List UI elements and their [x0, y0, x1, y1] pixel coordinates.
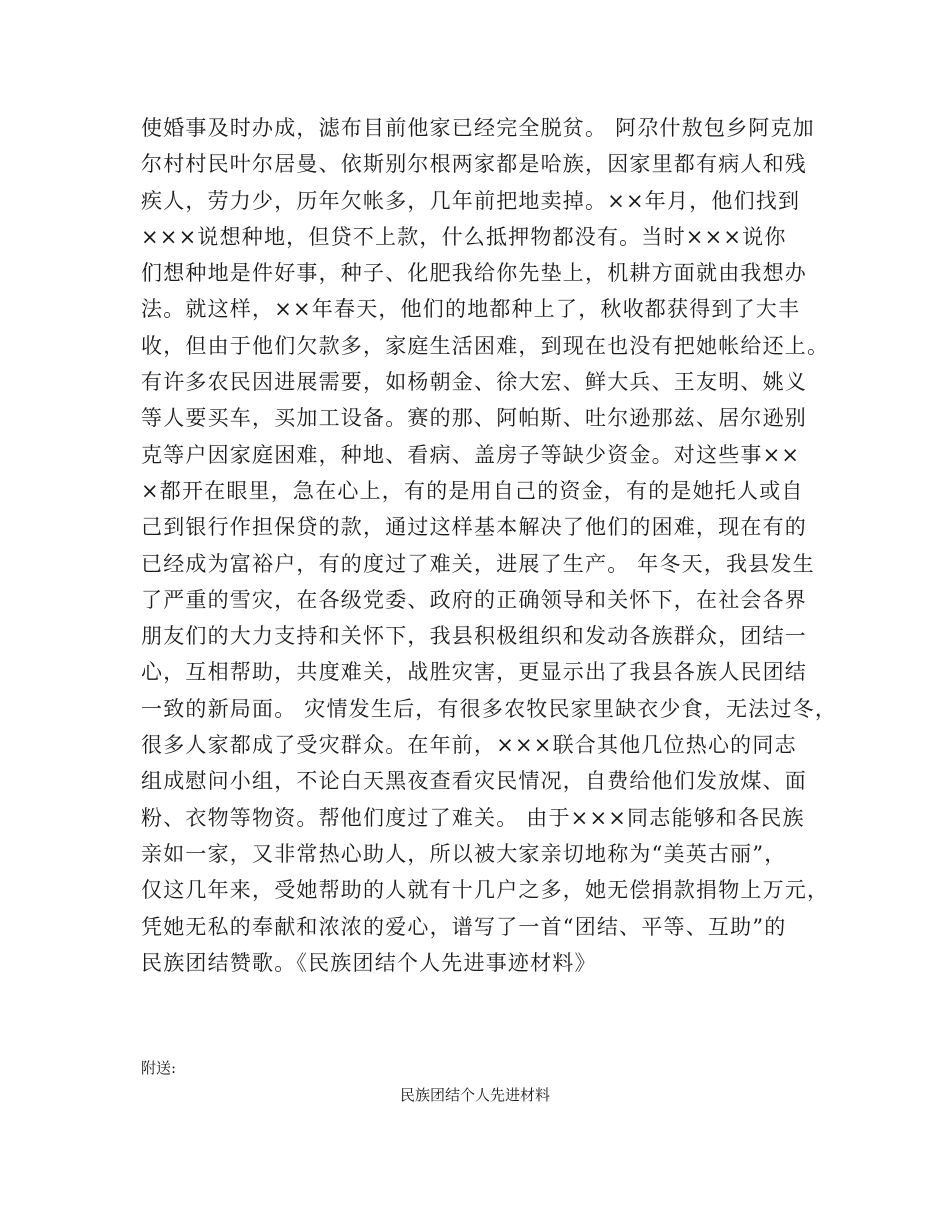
body-line: 了严重的雪灾，在各级党委、政府的正确领导和关怀下，在社会各界 [141, 587, 807, 612]
body-line: 很多人家都成了受灾群众。在年前，×××联合其他几位热心的同志 [141, 733, 797, 758]
body-line: 亲如一家，又非常热心助人，所以被大家亲切地称为“美英古丽”， [141, 841, 787, 866]
body-line: 有许多农民因进展需要，如杨朝金、徐大宏、鲜大兵、王友明、姚义 [141, 370, 807, 395]
body-line: 尔村村民叶尔居曼、依斯别尔根两家都是哈族，因家里都有病人和残 [141, 152, 807, 177]
body-line: 法。就这样，××年春天，他们的地都种上了，秋收都获得到了大丰 [141, 297, 801, 322]
body-line: 收，但由于他们欠款多，家庭生活困难，到现在也没有把她帐给还上。 [141, 333, 830, 358]
body-text [141, 110, 838, 981]
body-line: 己到银行作担保贷的款，通过这样基本解决了他们的困难，现在有的 [141, 515, 807, 540]
body-line: ×都开在眼里，急在心上，有的是用自己的资金，有的是她托人或自 [141, 478, 804, 503]
body-line: 仅这几年来，受她帮助的人就有十几户之多，她无偿捐款捐物上万元， [141, 878, 830, 903]
body-line: 已经成为富裕户，有的度过了难关，进展了生产。 年冬天，我县发生 [141, 551, 815, 576]
body-line: 们想种地是件好事，种子、化肥我给你先垫上，机耕方面就由我想办 [141, 261, 807, 286]
body-line: 一致的新局面。 灾情发生后，有很多农牧民家里缺衣少食，无法过冬， [141, 696, 838, 721]
body-line: 组成慰问小组，不论白天黑夜查看灾民情况，自费给他们发放煤、面 [141, 769, 807, 794]
attachment-label: 附送: [141, 1059, 177, 1077]
attachment-title: 民族团结个人先进材料 [399, 1086, 550, 1104]
body-line: 民族团结赞歌。《民族团结个人先进事迹材料》 [141, 950, 597, 975]
body-line: 心，互相帮助，共度难关，战胜灾害，更显示出了我县各族人民团结 [141, 660, 807, 685]
body-line: ×××说想种地，但贷不上款，什么抵押物都没有。当时×××说你 [141, 224, 787, 249]
body-line: 凭她无私的奉献和浓浓的爱心，谱写了一首“团结、平等、互助”的 [141, 914, 787, 939]
body-line: 克等户因家庭困难，种地、看病、盖房子等缺少资金。对这些事×× [141, 442, 801, 467]
body-line: 使婚事及时办成，滤布目前他家已经完全脱贫。 阿尕什敖包乡阿克加 [141, 116, 815, 140]
body-line: 等人要买车，买加工设备。赛的那、阿帕斯、吐尔逊那兹、居尔逊别 [141, 406, 807, 431]
body-line: 疾人，劳力少，历年欠帐多，几年前把地卖掉。××年月，他们找到 [141, 188, 801, 213]
body-line: 粉、衣物等物资。帮他们度过了难关。 由于×××同志能够和各民族 [141, 805, 805, 830]
body-line: 朋友们的大力支持和关怀下，我县积极组织和发动各族群众，团结一 [141, 624, 807, 649]
